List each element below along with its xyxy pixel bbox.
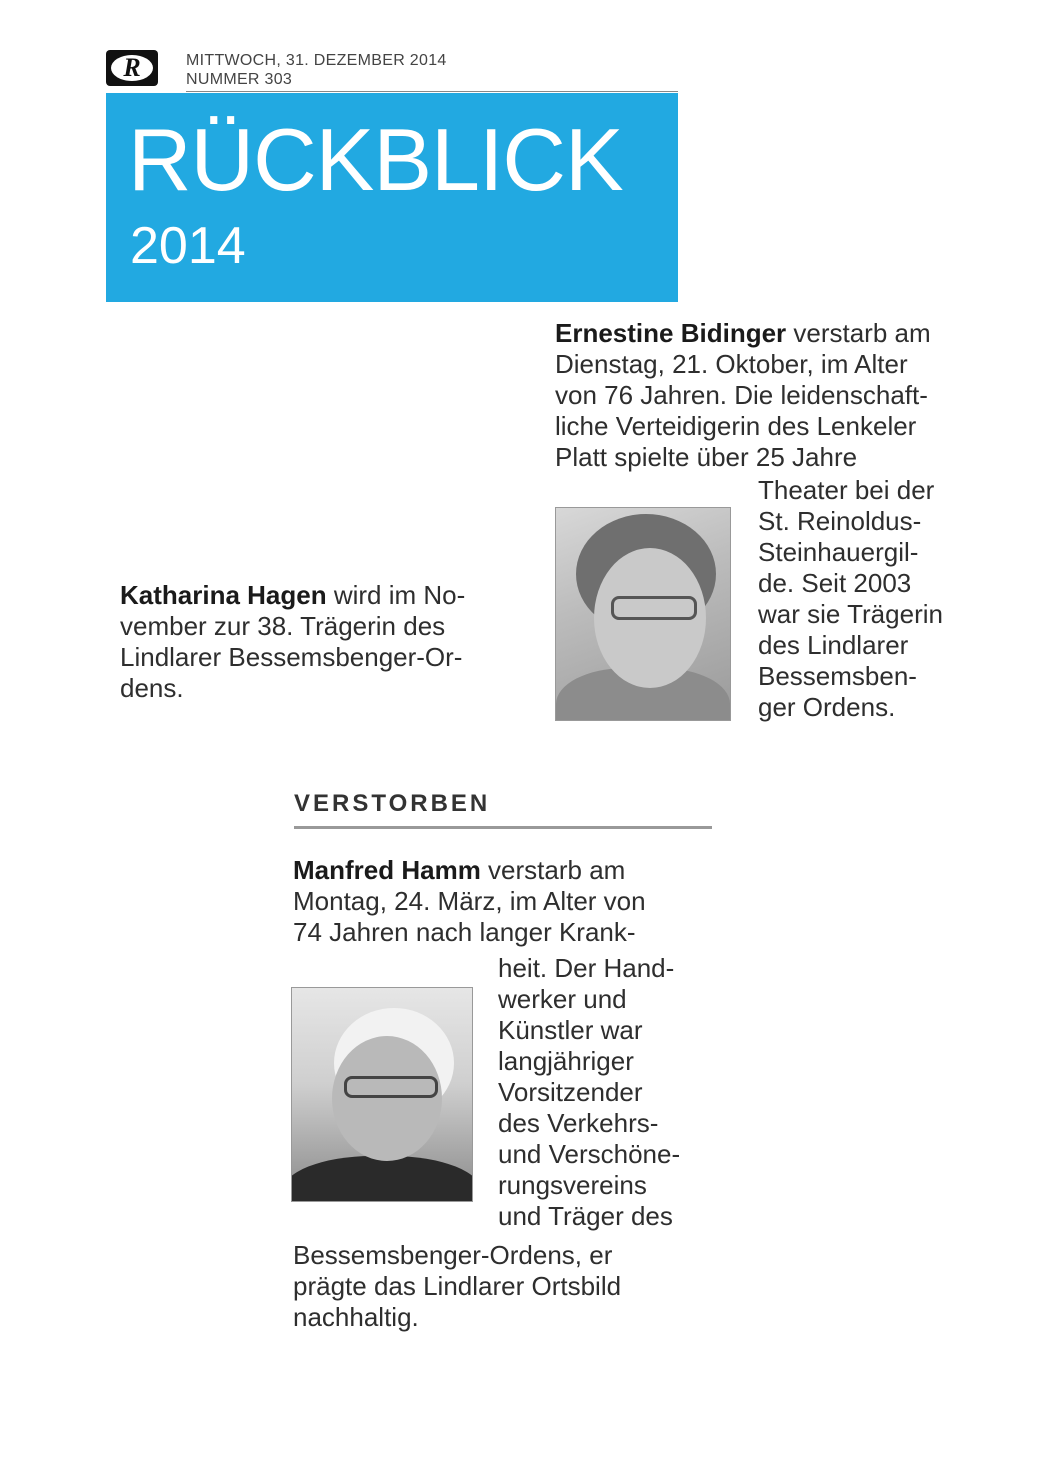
banner-year: 2014 bbox=[130, 217, 246, 275]
text-line: 74 Jahren nach langer Krank- bbox=[293, 917, 636, 947]
text-line: dens. bbox=[120, 673, 184, 703]
article-manfred-bottom bbox=[293, 1240, 621, 1333]
text-line: Platt spielte über 25 Jahre bbox=[555, 442, 858, 472]
text-line bbox=[120, 580, 465, 611]
section-rule bbox=[294, 826, 712, 829]
dateline bbox=[186, 51, 447, 89]
text-line: St. Reinoldus- bbox=[758, 506, 922, 536]
text-line: langjähriger bbox=[498, 1046, 634, 1076]
text-line: Dienstag, 21. Oktober, im Alter bbox=[555, 349, 908, 379]
text-line: rungsvereins bbox=[498, 1170, 647, 1200]
person-name: Manfred Hamm bbox=[293, 855, 481, 885]
text-line: vember zur 38. Trägerin des bbox=[120, 611, 446, 641]
issue-date: MITTWOCH, 31. DEZEMBER 2014 bbox=[186, 52, 447, 69]
newspaper-logo bbox=[106, 50, 158, 86]
text-line: Lindlarer Bessemsbenger-Or- bbox=[120, 642, 463, 672]
photo-glasses bbox=[344, 1076, 438, 1098]
text-line: des Verkehrs- bbox=[498, 1108, 659, 1138]
article-katharina bbox=[120, 580, 465, 704]
text-span: verstarb am bbox=[480, 855, 626, 885]
text-span: verstarb am bbox=[786, 318, 931, 348]
text-line: Theater bei der bbox=[758, 475, 935, 505]
article-manfred bbox=[293, 855, 646, 948]
text-line: Steinhauergil- bbox=[758, 537, 919, 567]
portrait-photo-ernestine bbox=[555, 507, 731, 721]
text-line: heit. Der Hand- bbox=[498, 953, 675, 983]
article-ernestine-side bbox=[758, 475, 943, 723]
text-line: von 76 Jahren. Die leidenschaft- bbox=[555, 380, 928, 410]
text-line: war sie Trägerin bbox=[758, 599, 943, 629]
text-line: und Verschöne- bbox=[498, 1139, 681, 1169]
logo-letter: R bbox=[123, 53, 141, 82]
header-rule bbox=[186, 91, 678, 92]
section-banner bbox=[106, 93, 678, 302]
text-line: Bessemsben- bbox=[758, 661, 917, 691]
logo-oval bbox=[111, 55, 153, 81]
text-span: wird im No- bbox=[326, 580, 466, 610]
text-line: prägte das Lindlarer Ortsbild bbox=[293, 1271, 622, 1301]
text-line: werker und bbox=[498, 984, 627, 1014]
person-name: Ernestine Bidinger bbox=[555, 318, 787, 348]
photo-glasses bbox=[611, 596, 697, 620]
photo-shoulder bbox=[291, 1156, 473, 1202]
banner-title: RÜCKBLICK bbox=[128, 110, 623, 209]
section-heading: VERSTORBEN bbox=[294, 790, 491, 817]
photo-face bbox=[332, 1036, 442, 1161]
text-line: des Lindlarer bbox=[758, 630, 909, 660]
text-line: Bessemsbenger-Ordens, er bbox=[293, 1240, 613, 1270]
text-line: Montag, 24. März, im Alter von bbox=[293, 886, 646, 916]
text-line: liche Verteidigerin des Lenkeler bbox=[555, 411, 917, 441]
issue-number: NUMMER 303 bbox=[186, 71, 293, 88]
article-manfred-side bbox=[498, 953, 680, 1232]
text-line: und Träger des bbox=[498, 1201, 673, 1231]
portrait-photo-manfred bbox=[291, 987, 473, 1202]
text-line bbox=[293, 855, 646, 886]
text-line: nachhaltig. bbox=[293, 1302, 419, 1332]
text-line: Künstler war bbox=[498, 1015, 643, 1045]
text-line bbox=[555, 318, 931, 349]
article-ernestine bbox=[555, 318, 931, 473]
text-line: ger Ordens. bbox=[758, 692, 896, 722]
person-name: Katharina Hagen bbox=[120, 580, 327, 610]
text-line: de. Seit 2003 bbox=[758, 568, 912, 598]
text-line: Vorsitzender bbox=[498, 1077, 643, 1107]
